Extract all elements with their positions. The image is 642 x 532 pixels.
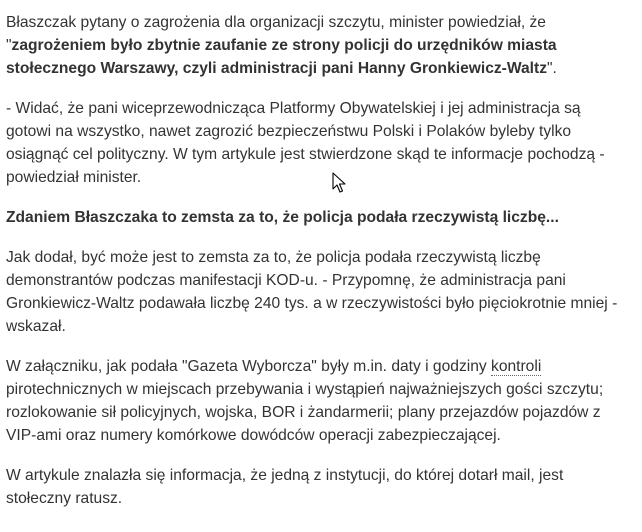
paragraph-1-lead: Błaszczak pytany o zagrożenia dla organizacji szczytu, minister powiedział, że " [6,14,546,54]
paragraph-3: Jak dodał, być może jest to zemsta za to, że policja podała rzeczywistą liczbę demonstrantów podczas manifestacji KOD-u. - Przypomnę, że administracja pani Gronkiewicz-Waltz podawała liczbę 240 tys. a w rzeczywistości było pięciokrotnie mniej - wskazał. [6,249,618,335]
article-body [6,11,628,527]
paragraph-4 [6,355,628,447]
paragraph-1 [6,11,628,80]
kontroli-link[interactable]: kontroli [491,358,542,375]
section-heading: Zdaniem Błaszczaka to zemsta za to, że policja podała rzeczywistą liczbę... [6,209,559,226]
paragraph-4-after: pirotechnicznych w miejscach przebywania i wystąpień najważniejszych gości szczytu; rozlokowanie sił policyjnych, wojska, BOR i żandarmerii; plany przejazdów pojazdów z VIP-ami oraz numery komórkowe dowódców operacji zabezpieczającej. [6,381,604,444]
paragraph-1-tail: ". [547,60,557,77]
mouse-pointer-icon [332,172,346,194]
paragraph-4-before: W załączniku, jak podała "Gazeta Wyborcza" były m.in. daty i godziny [6,358,492,375]
paragraph-2: - Widać, że pani wiceprzewodnicząca Platformy Obywatelskiej i jej administracja są gotowi na wszystko, nawet zagrozić bezpieczeństwu Polski i Polaków byleby tylko osiągnąć cel polityczny. W tym artykule jest stwierdzone skąd te informacje pochodzą - powiedział minister. [6,100,605,186]
paragraph-1-quote: zagrożeniem było zbytnie zaufanie ze strony policji do urzędników miasta stołecznego Warszawy, czyli administracji pani Hanny Gronkiewicz-Waltz [6,37,557,77]
paragraph-5: W artykule znalazła się informacja, że jedną z instytucji, do której dotarł mail, jest stołeczny ratusz. [6,467,564,507]
